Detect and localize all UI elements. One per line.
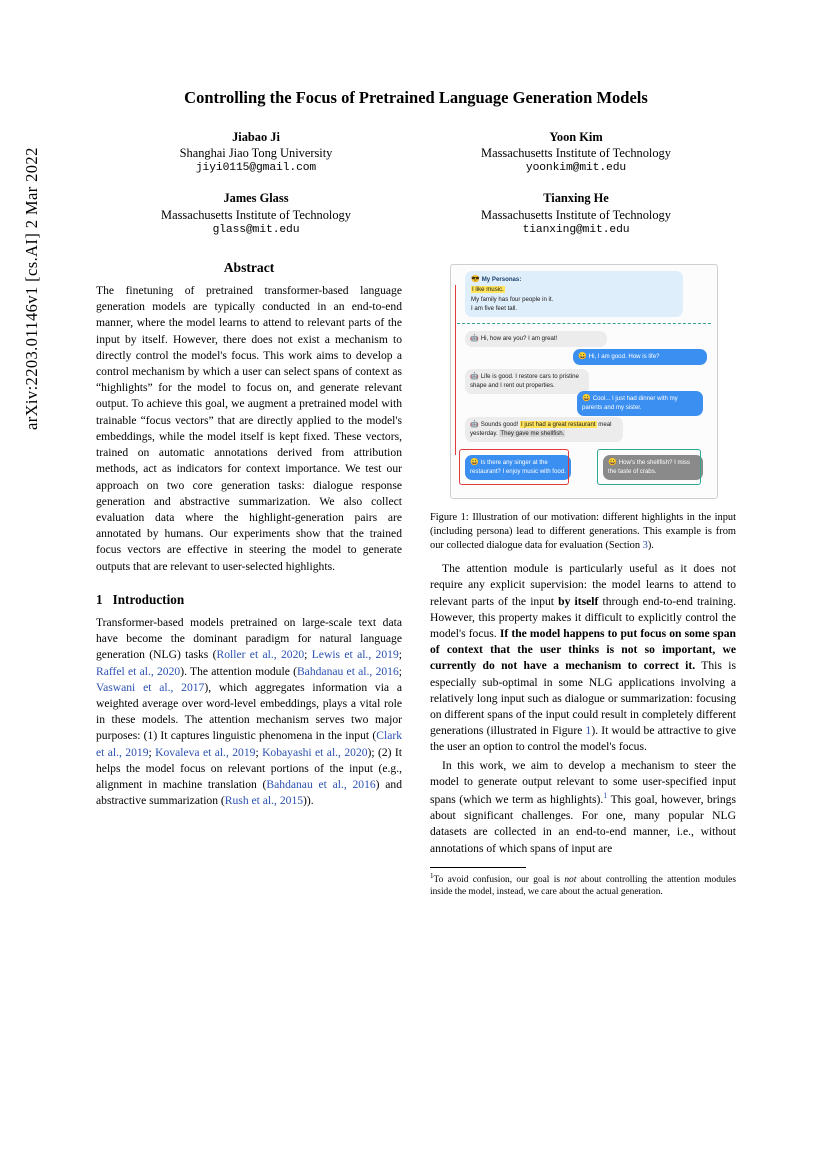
chat-message-user [573,349,707,365]
citation-link[interactable]: Kobayashi et al., 2020 [262,745,368,759]
abstract-heading: Abstract [223,259,275,275]
chat-message-text: Hi, I am good. How is life? [588,352,660,360]
chat-message-prefix: Sounds good! [480,420,519,428]
footnote-number: 1 [430,871,434,880]
two-column-body [96,260,736,899]
author-affiliation: Massachusetts Institute of Technology [481,207,671,222]
chat-message-bot-highlighted: 🤖 Sounds good! I just had a great restaurant meal yesterday. They gave me shellfish. [465,417,623,442]
highlight-yellow-span: I just had a great restaurant [521,420,596,428]
figure-link[interactable]: 1 [585,724,592,738]
chat-panel [450,264,718,499]
citation-link[interactable]: Rush et al., 2015 [224,794,304,808]
smiley-emoji: 😀 [578,352,587,360]
author-name: Jiabao Ji [232,129,280,144]
teal-annotation-box [597,449,701,485]
smiley-emoji: 😀 [582,394,591,402]
chat-message-user [577,391,703,416]
authors-row-2 [96,190,736,238]
left-column [96,260,402,899]
text-run: ); (2) It helps the model focus on relevant portions of the input (e.g., alignment in machine translation ( [96,745,403,792]
page-title: Controlling the Focus of Pretrained Language Generation Models [184,88,648,107]
emphasis-run: by itself [558,594,599,608]
dashed-separator [457,323,711,324]
text-run: ). The attention module ( [180,664,297,678]
paper-content [96,88,736,899]
author-affiliation: Massachusetts Institute of Technology [161,207,351,222]
chat-message-text: Life is good. I restore cars to pristine shape and I rent out properties. [470,372,579,390]
emphasis-run: If the model happens to put focus on some span of context that the user thinks is not so important, we currently do not have a mechanism to correct it. [430,626,737,673]
figure-caption [430,511,736,553]
author-block [96,190,416,238]
citation-link[interactable]: Kovaleva et al., 2019 [155,745,256,759]
author-block [96,129,416,177]
text-run: ; [398,664,402,678]
abstract-text: The finetuning of pretrained transformer-based language generation models are typically conducted in an end-to-end manner, where the model learns to attend to relevant parts of the input by itself. However, there does not exist a mechanism to directly control the model's focus. This work aims to develop a control mechanism by which a user can select spans of context as “highlights” for the model to focus on, and generate relevant output. To achieve this goal, we augment a pretrained model with trainable “focus vectors” that are directly applied to the model's embeddings, while the model itself is kept fixed. These vectors, trained on automatic annotations derived from attribution methods, act as indicators for context importance. We test our approach on two core generation tasks: dialogue response generation and abstractive summarization. We also collect evaluation data where the highlight-generation pairs are annotated by humans. Our experiments show that the trained focus vectors are effective in steering the model to generate outputs that are relevant to user-selected highlights. [96,283,402,573]
text-run: through end-to-end training. However, this property makes it difficult to explicitly control the model's focus. [430,594,736,640]
author-name: James Glass [223,191,289,206]
footnote-divider [430,867,526,868]
text-run: ) and abstractive summarization ( [96,778,403,808]
text-run: Transformer-based models pretrained on large-scale text data have become the dominant paradigm for natural language generation (NLG) tasks ( [96,615,402,662]
highlight-gray-span: They gave me shellfish. [500,430,565,438]
author-email: jiyi0115@gmail.com [195,162,317,175]
arxiv-stamp: arXiv:2203.01146v1 [cs.AI] 2 Mar 2022 [22,147,41,430]
author-affiliation: Shanghai Jiao Tong University [179,146,333,160]
author-block [416,129,736,177]
intro-paragraph-1 [96,615,402,810]
footnote-marker[interactable]: 1 [603,791,608,801]
right-column [430,260,736,899]
citation-link[interactable]: Raffel et al., 2020 [96,664,181,678]
persona-line-highlighted: I like music. [472,286,504,294]
smiley-emoji: 😀 [608,458,617,466]
text-run: ; [148,745,156,759]
author-name: Tianxing He [543,191,609,206]
figure-caption-label: Figure 1: [430,511,469,523]
intro-paragraph-2 [430,561,736,756]
figure-caption-ref[interactable]: 3 [642,540,648,552]
text-run: ). It would be attractive to give the user an option to control the model's focus. [430,724,737,754]
citation-link[interactable]: Vaswani et al., 2017 [96,680,205,694]
footnote-1 [430,872,736,899]
citation-link[interactable]: Roller et al., 2020 [216,648,305,662]
text-run: about controlling the attention modules inside the model, instead, we care about the actual generation. [430,875,736,898]
chat-message-text: Hi, how are you? I am great! [480,334,558,342]
figure-image [430,260,736,505]
chat-message-bot [465,369,589,394]
text-run: This goal, however, brings about significant challenges. For one, many popular NLG datasets are collected in an end-to-end manner, i.e., without annotations of which spans of input are [430,793,736,855]
author-email: yoonkim@mit.edu [525,162,627,175]
text-run: )). [303,794,314,808]
smiley-emoji: 😀 [470,458,479,466]
section-number: 1 [96,591,103,607]
intro-paragraph-3 [430,758,736,857]
figure-caption-text: Illustration of our motivation: different highlights in the input (including persona) lead to different generations. This example is from our collected dialogue data for evaluation (Section [430,511,736,552]
chat-message-text: How's the shellfish? I miss the taste of crabs. [608,458,690,476]
citation-link[interactable]: Lewis et al., 2019 [311,648,399,662]
figure-1 [430,260,736,553]
author-email: glass@mit.edu [212,224,300,237]
chat-message-text: Cool... I just had dinner with my parents and my sister. [582,394,678,412]
chat-message-text: Is there any singer at the restaurant? I enjoy music with food. [470,458,566,476]
author-block [416,190,736,238]
persona-line: I am five feet tall. [471,304,518,312]
chat-message-bot [465,331,607,347]
emphasis-run: not [564,875,577,885]
text-run: ; [255,745,263,759]
citation-link[interactable]: Clark et al., 2019 [96,729,402,759]
author-affiliation: Massachusetts Institute of Technology [481,146,671,160]
section-heading-introduction [96,592,402,608]
sunglasses-face-emoji: 😎 [471,275,480,283]
authors-row-1 [96,129,736,177]
section-title: Introduction [112,591,185,607]
citation-link[interactable]: Bahdanau et al., 2016 [296,664,399,678]
persona-line: My family has four people in it. [471,295,554,303]
red-connector-line [455,285,456,455]
text-run: To avoid confusion, our goal is [433,875,565,885]
persona-bubble [465,271,683,317]
citation-link[interactable]: Bahdanau et al., 2016 [266,778,376,792]
text-run: ; [304,648,312,662]
author-email: tianxing@mit.edu [522,224,630,237]
text-run: ; [398,648,402,662]
text-run: ), which aggregates information via a weighted average over word-level embeddings, plays a vital role in these models. The attention mechanism serves two major purposes: (1) It captures linguistic phenomena in the input ( [96,680,402,743]
text-run: The attention module is particularly useful as it does not require any explicit supervision: the model learns to attend to relevant parts of the input [430,562,736,608]
author-name: Yoon Kim [549,129,603,144]
robot-emoji: 🤖 [470,372,479,380]
red-annotation-box [459,449,569,485]
persona-title: My Personas: [481,275,522,283]
figure-caption-tail: ). [647,540,654,552]
robot-emoji: 🤖 [470,420,479,428]
text-run: In this work, we aim to develop a mechanism to steer the model to generate output relevant to some user-specified input spans (which we term as highlights). [430,758,736,806]
robot-emoji: 🤖 [470,334,479,342]
text-run: This is especially sub-optimal in some NLG applications involving a relatively long input such as dialogue or summarization: focusing on different spans of the input could result in completely different generations (illustrated in Figure [430,659,736,738]
